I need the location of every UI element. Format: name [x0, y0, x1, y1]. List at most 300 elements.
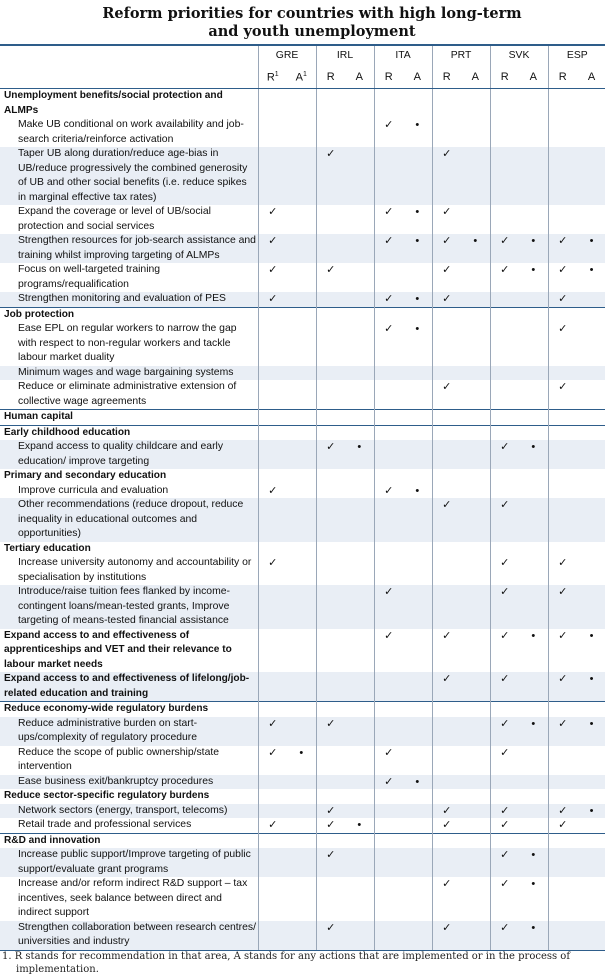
esp-action-cell [577, 425, 605, 440]
table-row [0, 804, 605, 819]
check-mark: ✓ [442, 629, 452, 642]
check-mark: ✓ [500, 441, 510, 453]
irl-action-cell [345, 322, 374, 366]
ita-action-cell [403, 440, 432, 469]
irl-action-cell [345, 804, 374, 819]
prt-recommendation-cell [432, 877, 461, 921]
irl-recommendation-cell [316, 410, 345, 426]
svk-action-cell [519, 410, 548, 426]
svk-action-cell [519, 263, 548, 292]
svk-action-cell [519, 804, 548, 819]
esp-action-cell [577, 440, 605, 469]
irl-action-cell [345, 833, 374, 848]
ita-action-cell [403, 585, 432, 629]
check-mark: ✓ [326, 804, 336, 817]
prt-action-cell [461, 921, 490, 951]
header-a [287, 66, 316, 89]
reform-label: Introduce/raise tuition fees flanked by income-contingent loans/mean-tested grants, Improve targeting of means-tested financial assistance [0, 585, 258, 629]
svk-action-cell [519, 585, 548, 629]
svk-recommendation-cell [490, 833, 519, 848]
svk-recommendation-cell [490, 702, 519, 717]
ita-recommendation-cell [374, 556, 403, 585]
header-a: A [345, 66, 374, 89]
irl-action-cell [345, 484, 374, 499]
prt-recommendation-cell [432, 848, 461, 877]
reform-label: Make UB conditional on work availability and job-search criteria/reinforce activation [18, 119, 244, 145]
prt-recommendation-cell [432, 818, 461, 833]
gre-action-cell [287, 848, 316, 877]
irl-recommendation-cell [316, 307, 345, 322]
irl-recommendation-cell [316, 322, 345, 366]
check-mark: ✓ [268, 484, 278, 497]
country-header-row [0, 45, 605, 66]
check-mark: ✓ [500, 499, 510, 511]
category-label: R&D and innovation [0, 833, 258, 848]
ita-action-cell [403, 366, 432, 381]
esp-action-cell [577, 585, 605, 629]
svk-action-cell [519, 672, 548, 702]
header-r: R [374, 66, 403, 89]
gre-recommendation-cell [258, 629, 287, 673]
ita-action-cell [403, 848, 432, 877]
esp-action-cell [577, 804, 605, 819]
svk-action-cell [519, 498, 548, 542]
gre-recommendation-cell [258, 469, 287, 484]
prt-action-cell [461, 307, 490, 322]
gre-recommendation-cell [258, 877, 287, 921]
gre-recommendation-cell [258, 542, 287, 557]
esp-recommendation-cell [548, 848, 577, 877]
category-row [0, 789, 605, 804]
title-line-1: Reform priorities for countries with high long-term [102, 5, 522, 22]
prt-action-cell [461, 672, 490, 702]
svk-recommendation-cell [490, 292, 519, 307]
svk-recommendation-cell [490, 380, 519, 410]
action-dot: • [531, 717, 536, 730]
prt-recommendation-cell [432, 307, 461, 322]
svk-recommendation-cell [490, 118, 519, 147]
prt-recommendation-cell [432, 118, 461, 147]
esp-action-cell [577, 833, 605, 848]
ita-recommendation-cell [374, 263, 403, 292]
irl-action-cell [345, 366, 374, 381]
header-blank [0, 66, 258, 89]
gre-action-cell [287, 89, 316, 119]
check-mark: ✓ [442, 293, 452, 305]
action-dot: • [531, 878, 536, 890]
esp-action-cell [577, 307, 605, 322]
svk-action-cell [519, 366, 548, 381]
prt-action-cell [461, 789, 490, 804]
svk-recommendation-cell [490, 672, 519, 702]
check-mark: ✓ [268, 235, 278, 247]
irl-action-cell [345, 292, 374, 307]
irl-action-cell [345, 425, 374, 440]
gre-action-cell [287, 380, 316, 410]
action-dot: • [589, 804, 594, 817]
action-dot: • [531, 441, 536, 453]
prt-recommendation-cell [432, 717, 461, 746]
esp-recommendation-cell [548, 629, 577, 673]
svk-action-cell [519, 292, 548, 307]
ita-action-cell [403, 818, 432, 833]
esp-action-cell [577, 292, 605, 307]
ita-recommendation-cell [374, 672, 403, 702]
table-row [0, 118, 605, 147]
reform-label: Expand the coverage or level of UB/social protection and social services [18, 206, 211, 232]
header-a: A [519, 66, 548, 89]
irl-action-cell [345, 717, 374, 746]
gre-recommendation-cell [258, 672, 287, 702]
prt-action-cell [461, 542, 490, 557]
gre-action-cell [287, 118, 316, 147]
ita-recommendation-cell [374, 440, 403, 469]
irl-recommendation-cell [316, 292, 345, 307]
header-r: R [548, 66, 577, 89]
check-mark: ✓ [558, 323, 568, 335]
prt-action-cell [461, 234, 490, 263]
reform-label: Increase and/or reform indirect R&D support – tax incentives, seek balance between direct and indirect support [18, 878, 248, 918]
header-r: R [490, 66, 519, 89]
action-dot: • [531, 629, 536, 642]
svk-action-cell [519, 425, 548, 440]
gre-recommendation-cell [258, 425, 287, 440]
gre-recommendation-cell [258, 789, 287, 804]
check-mark: ✓ [558, 717, 568, 730]
ita-recommendation-cell [374, 366, 403, 381]
prt-action-cell [461, 425, 490, 440]
gre-recommendation-cell [258, 717, 287, 746]
gre-recommendation-cell [258, 366, 287, 381]
country-header-svk: SVK [490, 45, 548, 66]
ita-action-cell [403, 542, 432, 557]
check-mark: ✓ [500, 557, 510, 569]
prt-recommendation-cell [432, 702, 461, 717]
action-dot: • [357, 441, 362, 453]
svk-action-cell [519, 833, 548, 848]
prt-action-cell [461, 848, 490, 877]
reform-label: Reduce the scope of public ownership/state intervention [18, 746, 220, 772]
table-row [0, 498, 605, 542]
ita-action-cell [403, 469, 432, 484]
ita-recommendation-cell [374, 542, 403, 557]
category-row [0, 425, 605, 440]
irl-action-cell [345, 263, 374, 292]
ita-recommendation-cell [374, 717, 403, 746]
check-mark: ✓ [268, 819, 278, 831]
ita-recommendation-cell [374, 205, 403, 234]
reform-label: Strengthen monitoring and evaluation of PES [0, 292, 258, 307]
svk-action-cell [519, 234, 548, 263]
check-mark: ✓ [268, 717, 278, 730]
reform-label: Taper UB along duration/reduce age-bias in UB/reduce progressively the combined generosity of UB and other social benefits (i.e. reduce spikes in marginal effective tax rates) [0, 147, 258, 205]
action-dot: • [299, 746, 304, 759]
prt-recommendation-cell [432, 804, 461, 819]
ita-action-cell [403, 833, 432, 848]
gre-recommendation-cell [258, 746, 287, 775]
svk-recommendation-cell [490, 789, 519, 804]
category-label: Job protection [0, 307, 258, 322]
table-row [0, 746, 605, 775]
svk-action-cell [519, 147, 548, 205]
gre-action-cell [287, 877, 316, 921]
irl-recommendation-cell [316, 469, 345, 484]
svk-recommendation-cell [490, 307, 519, 322]
category-row [0, 307, 605, 322]
category-row [0, 542, 605, 557]
header-blank [0, 45, 258, 66]
irl-recommendation-cell [316, 702, 345, 717]
ita-recommendation-cell [374, 833, 403, 848]
irl-recommendation-cell [316, 848, 345, 877]
prt-action-cell [461, 118, 490, 147]
gre-action-cell [287, 789, 316, 804]
esp-action-cell [577, 147, 605, 205]
ita-recommendation-cell [374, 848, 403, 877]
gre-recommendation-cell [258, 89, 287, 119]
prt-action-cell [461, 833, 490, 848]
prt-recommendation-cell [432, 469, 461, 484]
prt-recommendation-cell [432, 366, 461, 381]
gre-recommendation-cell [258, 410, 287, 426]
gre-action-cell [287, 542, 316, 557]
prt-action-cell [461, 877, 490, 921]
esp-action-cell [577, 672, 605, 702]
gre-recommendation-cell [258, 484, 287, 499]
esp-recommendation-cell [548, 425, 577, 440]
check-mark: ✓ [500, 746, 510, 759]
country-header-irl: IRL [316, 45, 374, 66]
table-row [0, 717, 605, 746]
ita-action-cell [403, 746, 432, 775]
category-row [0, 410, 605, 426]
action-dot: • [589, 673, 594, 685]
esp-action-cell [577, 469, 605, 484]
check-mark: ✓ [384, 293, 394, 305]
ita-recommendation-cell [374, 877, 403, 921]
irl-action-cell [345, 380, 374, 410]
ita-recommendation-cell [374, 804, 403, 819]
check-mark: ✓ [558, 381, 568, 393]
esp-recommendation-cell [548, 484, 577, 499]
table-row [0, 147, 605, 205]
ita-action-cell [403, 877, 432, 921]
esp-action-cell [577, 380, 605, 410]
esp-recommendation-cell [548, 322, 577, 366]
ita-action-cell [403, 234, 432, 263]
irl-action-cell [345, 118, 374, 147]
gre-action-cell [287, 307, 316, 322]
esp-action-cell [577, 921, 605, 951]
irl-action-cell [345, 702, 374, 717]
esp-recommendation-cell [548, 804, 577, 819]
check-mark: ✓ [442, 381, 452, 393]
category-label: Human capital [0, 410, 258, 426]
prt-action-cell [461, 410, 490, 426]
prt-recommendation-cell [432, 292, 461, 307]
esp-recommendation-cell [548, 292, 577, 307]
check-mark: ✓ [500, 819, 510, 831]
category-row [0, 833, 605, 848]
action-dot: • [473, 235, 478, 247]
prt-action-cell [461, 89, 490, 119]
check-mark: ✓ [384, 629, 394, 642]
esp-recommendation-cell [548, 877, 577, 921]
irl-recommendation-cell [316, 556, 345, 585]
table-row [0, 292, 605, 307]
check-mark: ✓ [500, 849, 510, 861]
gre-recommendation-cell [258, 322, 287, 366]
esp-recommendation-cell [548, 118, 577, 147]
irl-action-cell [345, 789, 374, 804]
esp-recommendation-cell [548, 585, 577, 629]
esp-action-cell [577, 410, 605, 426]
esp-recommendation-cell [548, 89, 577, 119]
check-mark: ✓ [442, 673, 452, 685]
esp-recommendation-cell [548, 921, 577, 951]
svk-recommendation-cell [490, 848, 519, 877]
irl-recommendation-cell [316, 877, 345, 921]
esp-recommendation-cell [548, 469, 577, 484]
gre-action-cell [287, 804, 316, 819]
prt-recommendation-cell [432, 234, 461, 263]
check-mark: ✓ [442, 804, 452, 817]
esp-recommendation-cell [548, 833, 577, 848]
check-mark: ✓ [326, 441, 336, 453]
ita-action-cell [403, 484, 432, 499]
svk-action-cell [519, 440, 548, 469]
check-mark: ✓ [384, 119, 394, 131]
reform-label: Minimum wages and wage bargaining systems [0, 366, 258, 381]
gre-recommendation-cell [258, 702, 287, 717]
svk-recommendation-cell [490, 205, 519, 234]
check-mark: ✓ [500, 804, 510, 817]
ita-recommendation-cell [374, 118, 403, 147]
category-row [0, 672, 605, 702]
check-mark: ✓ [442, 148, 452, 160]
svk-recommendation-cell [490, 469, 519, 484]
esp-action-cell [577, 263, 605, 292]
reform-label: Network sectors (energy, transport, telecoms) [0, 804, 258, 819]
action-dot: • [531, 921, 536, 934]
check-mark: ✓ [268, 206, 278, 218]
check-mark: ✓ [384, 206, 394, 218]
irl-action-cell [345, 629, 374, 673]
prt-recommendation-cell [432, 789, 461, 804]
gre-action-cell [287, 702, 316, 717]
irl-recommendation-cell [316, 717, 345, 746]
esp-recommendation-cell [548, 717, 577, 746]
ita-recommendation-cell [374, 380, 403, 410]
header-a: A [461, 66, 490, 89]
reform-label: Increase university autonomy and accountability or specialisation by institutions [18, 557, 252, 583]
irl-recommendation-cell [316, 833, 345, 848]
gre-recommendation-cell [258, 556, 287, 585]
prt-recommendation-cell [432, 440, 461, 469]
table-row [0, 484, 605, 499]
check-mark: ✓ [442, 235, 452, 247]
irl-action-cell [345, 498, 374, 542]
prt-recommendation-cell [432, 425, 461, 440]
ra-header-row [0, 66, 605, 89]
irl-recommendation-cell [316, 205, 345, 234]
prt-recommendation-cell [432, 542, 461, 557]
check-mark: ✓ [500, 717, 510, 730]
svk-action-cell [519, 848, 548, 877]
table-row [0, 877, 605, 921]
irl-action-cell [345, 307, 374, 322]
esp-action-cell [577, 717, 605, 746]
table-row [0, 263, 605, 292]
reform-priorities-table [0, 44, 605, 951]
gre-recommendation-cell [258, 440, 287, 469]
ita-recommendation-cell [374, 789, 403, 804]
gre-recommendation-cell [258, 818, 287, 833]
irl-recommendation-cell [316, 629, 345, 673]
esp-action-cell [577, 89, 605, 119]
ita-recommendation-cell [374, 322, 403, 366]
category-label: Reduce economy-wide regulatory burdens [0, 702, 258, 717]
prt-recommendation-cell [432, 205, 461, 234]
irl-action-cell [345, 848, 374, 877]
irl-action-cell [345, 440, 374, 469]
prt-recommendation-cell [432, 263, 461, 292]
ita-action-cell [403, 263, 432, 292]
esp-action-cell [577, 498, 605, 542]
reform-label: Strengthen resources for job-search assistance and training whilst improving targeting of ALMPs [0, 234, 258, 263]
prt-action-cell [461, 746, 490, 775]
check-mark: ✓ [442, 921, 452, 934]
esp-recommendation-cell [548, 818, 577, 833]
svk-action-cell [519, 205, 548, 234]
ita-action-cell [403, 292, 432, 307]
svk-action-cell [519, 818, 548, 833]
ita-recommendation-cell [374, 292, 403, 307]
irl-action-cell [345, 410, 374, 426]
irl-recommendation-cell [316, 921, 345, 951]
esp-recommendation-cell [548, 672, 577, 702]
esp-recommendation-cell [548, 556, 577, 585]
action-dot: • [415, 119, 420, 131]
gre-recommendation-cell [258, 775, 287, 790]
table-row [0, 440, 605, 469]
gre-action-cell [287, 263, 316, 292]
action-dot: • [589, 629, 594, 642]
action-dot: • [415, 206, 420, 218]
header-a: A [403, 66, 432, 89]
table-row [0, 775, 605, 790]
prt-action-cell [461, 804, 490, 819]
irl-action-cell [345, 556, 374, 585]
esp-action-cell [577, 629, 605, 673]
category-label: Reduce sector-specific regulatory burdens [4, 790, 210, 801]
action-dot: • [415, 484, 420, 497]
svk-action-cell [519, 717, 548, 746]
prt-action-cell [461, 469, 490, 484]
gre-action-cell [287, 410, 316, 426]
table-row [0, 921, 605, 951]
gre-action-cell [287, 469, 316, 484]
svk-action-cell [519, 380, 548, 410]
check-mark: ✓ [326, 264, 336, 276]
prt-action-cell [461, 498, 490, 542]
svk-recommendation-cell [490, 234, 519, 263]
check-mark: ✓ [558, 235, 568, 247]
ita-action-cell [403, 804, 432, 819]
esp-recommendation-cell [548, 234, 577, 263]
check-mark: ✓ [326, 819, 336, 831]
ita-recommendation-cell [374, 234, 403, 263]
